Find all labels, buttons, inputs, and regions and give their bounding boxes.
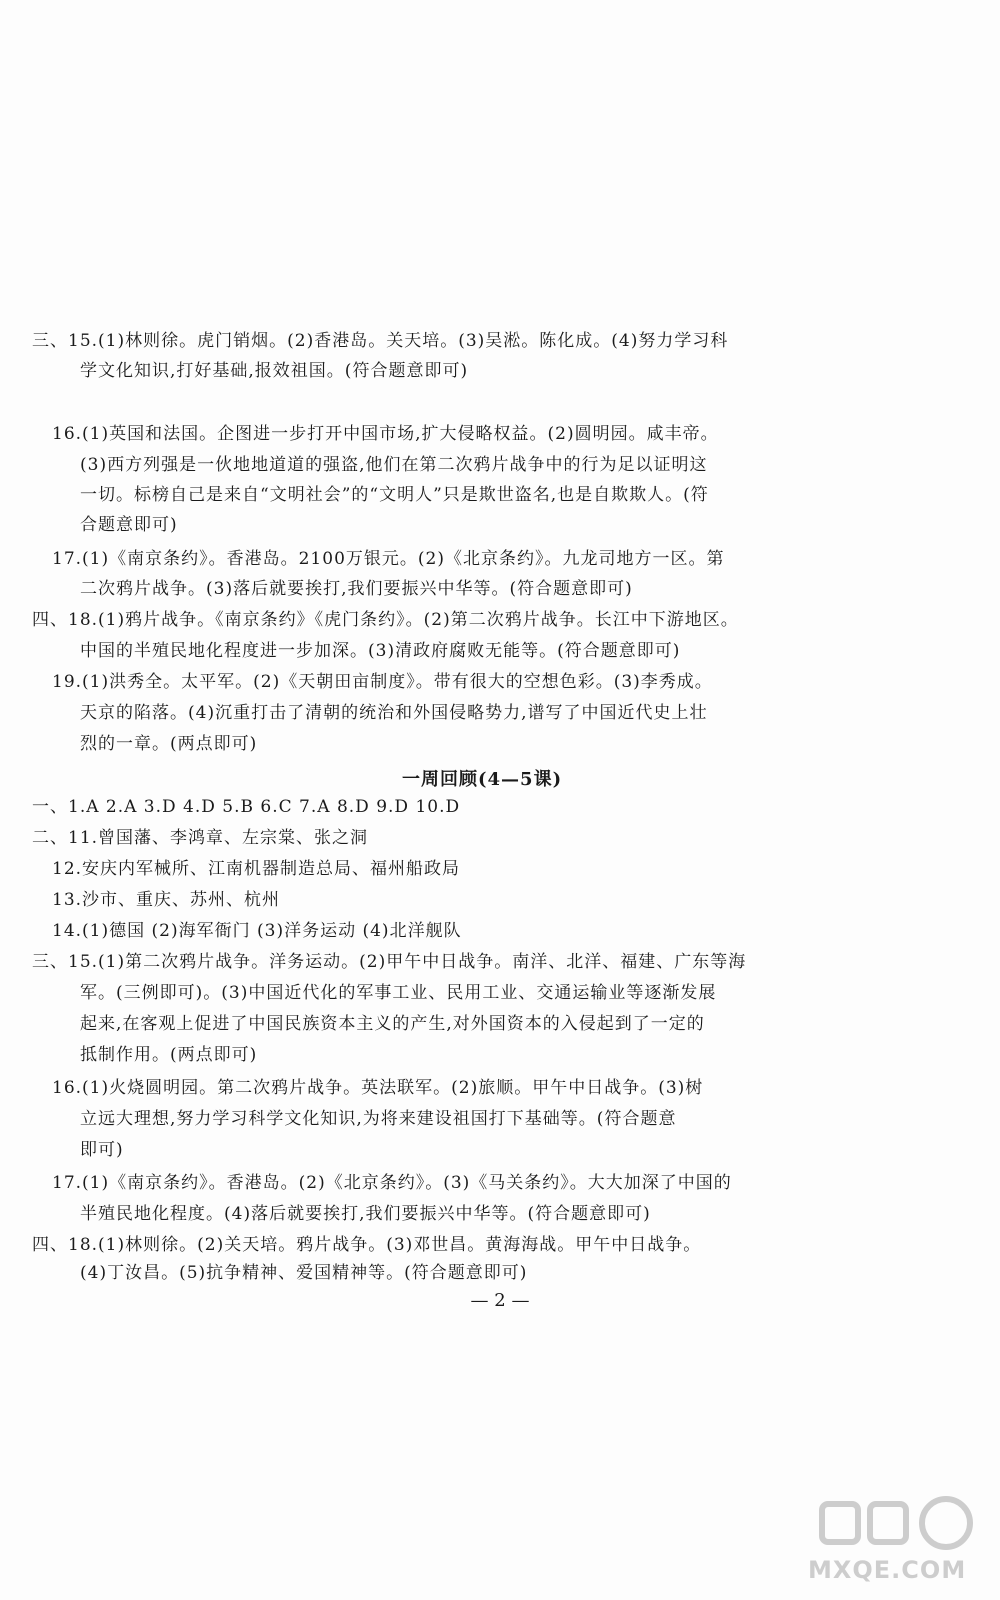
- watermark-site-text: MXQE.COM: [808, 1556, 967, 1584]
- text-line: 立远大理想,努力学习科学文化知识,为将来建设祖国打下基础等。(符合题意: [80, 1109, 677, 1129]
- section-title: 一周回顾(4—5课): [402, 769, 563, 790]
- text-line: 四、18.(1)林则徐。(2)关天培。鸦片战争。(3)邓世昌。黄海海战。甲午中日战争。: [32, 1235, 702, 1255]
- text-line: 二次鸦片战争。(3)落后就要挨打,我们要振兴中华等。(符合题意即可): [80, 579, 633, 599]
- text-line: 13.沙市、重庆、苏州、杭州: [52, 890, 281, 910]
- text-line: 中国的半殖民地化程度进一步加深。(3)清政府腐败无能等。(符合题意即可): [80, 641, 681, 661]
- text-line: 14.(1)德国 (2)海军衙门 (3)洋务运动 (4)北洋舰队: [52, 921, 462, 941]
- text-line: 17.(1)《南京条约》。香港岛。(2)《北京条约》。(3)《马关条约》。大大加深了中国的: [52, 1173, 732, 1193]
- text-line: 三、15.(1)林则徐。虎门销烟。(2)香港岛。关天培。(3)吴淞。陈化成。(4)努力学习科: [32, 331, 729, 351]
- text-line: 一切。标榜自己是来自“文明社会”的“文明人”只是欺世盗名,也是自欺欺人。(符: [80, 485, 709, 505]
- text-line: 半殖民地化程度。(4)落后就要挨打,我们要振兴中华等。(符合题意即可): [80, 1204, 651, 1224]
- text-line: 烈的一章。(两点即可): [80, 734, 258, 754]
- text-line: 学文化知识,打好基础,报效祖国。(符合题意即可): [80, 361, 469, 381]
- text-line: 抵制作用。(两点即可): [80, 1045, 258, 1065]
- watermark-logo: [808, 1490, 978, 1590]
- text-line: 16.(1)英国和法国。企图进一步打开中国市场,扩大侵略权益。(2)圆明园。咸丰帝。: [52, 424, 719, 444]
- text-line: 19.(1)洪秀全。太平军。(2)《天朝田亩制度》。带有很大的空想色彩。(3)李秀成。: [52, 672, 713, 692]
- text-line: 即可): [80, 1140, 124, 1160]
- text-line: 起来,在客观上促进了中国民族资本主义的产生,对外国资本的入侵起到了一定的: [80, 1014, 705, 1034]
- watermark-emblem-icon: [808, 1490, 978, 1556]
- text-line: 合题意即可): [80, 515, 178, 535]
- page-number: — 2 —: [470, 1290, 530, 1311]
- text-line: (3)西方列强是一伙地地道道的强盗,他们在第二次鸦片战争中的行为足以证明这: [80, 455, 708, 475]
- text-line: (4)丁汝昌。(5)抗争精神、爱国精神等。(符合题意即可): [80, 1263, 528, 1283]
- text-line: 一、1.A 2.A 3.D 4.D 5.B 6.C 7.A 8.D 9.D 10.D: [32, 797, 461, 817]
- text-line: 四、18.(1)鸦片战争。《南京条约》《虎门条约》。(2)第二次鸦片战争。长江中下游地区。: [32, 610, 739, 630]
- text-line: 16.(1)火烧圆明园。第二次鸦片战争。英法联军。(2)旅顺。甲午中日战争。(3)树: [52, 1078, 704, 1098]
- text-line: 三、15.(1)第二次鸦片战争。洋务运动。(2)甲午中日战争。南洋、北洋、福建、广东等海: [32, 952, 747, 972]
- text-line: 军。(三例即可)。(3)中国近代化的军事工业、民用工业、交通运输业等逐渐发展: [80, 983, 717, 1003]
- text-line: 17.(1)《南京条约》。香港岛。2100万银元。(2)《北京条约》。九龙司地方一区。第: [52, 549, 725, 569]
- text-line: 天京的陷落。(4)沉重打击了清朝的统治和外国侵略势力,谱写了中国近代史上壮: [80, 703, 708, 723]
- text-line: 12.安庆内军械所、江南机器制造总局、福州船政局: [52, 859, 461, 879]
- text-line: 二、11.曾国藩、李鸿章、左宗棠、张之洞: [32, 828, 369, 848]
